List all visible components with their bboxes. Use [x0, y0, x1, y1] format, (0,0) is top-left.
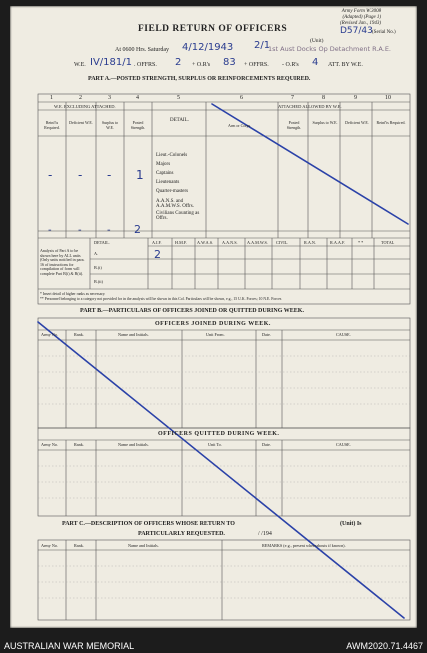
- footnote: * Insert detail of higher ranks as necessary.: [40, 292, 106, 296]
- part-c-col: Name and Initials.: [128, 543, 159, 548]
- col-number: 8: [322, 95, 325, 101]
- date-value: 4/12/1943: [182, 42, 234, 53]
- quitted-col: Army No.: [41, 442, 58, 447]
- we-value: IV/181/1: [90, 57, 132, 68]
- ors-value: 83: [223, 57, 236, 68]
- rank-label: Lieutenants: [156, 180, 180, 185]
- sub-header: Reinf'ts Required.: [376, 120, 406, 125]
- joined-col: Name and Initials.: [118, 332, 149, 337]
- col-number: 3: [108, 95, 111, 101]
- joined-col: Date.: [262, 332, 271, 337]
- sub-header: Deficient W.E.: [69, 120, 93, 125]
- joined-col: CAUSE.: [336, 332, 351, 337]
- detail-col: A.A.M.W.S.: [247, 240, 268, 245]
- part-c-subheading: PARTICULARLY REQUESTED.: [138, 531, 225, 537]
- col-number: 10: [385, 95, 391, 101]
- part-c-date: / /194: [258, 531, 272, 537]
- col-number: 6: [240, 95, 243, 101]
- form-page: [10, 6, 417, 628]
- offrs-label: . OFFRS.: [134, 62, 157, 68]
- sub-header: Posted Strength.: [130, 120, 146, 130]
- attached-header: ATTACHED ALLOWED BY W.E.: [278, 104, 342, 109]
- form-ref-line: (Adapted) (Page 1): [342, 15, 382, 20]
- quitted-col: Unit To.: [208, 442, 222, 447]
- part-a-heading: PART A.—POSTED STRENGTH, SURPLUS OR REINFORCEMENTS REQUIRED.: [88, 76, 311, 82]
- hw-detail-aif: 2: [154, 248, 161, 261]
- joined-col: Unit From.: [206, 332, 225, 337]
- offrs-value: 2: [175, 57, 182, 68]
- hw-posted-strength: 1: [136, 168, 144, 182]
- form-ref-line: (Revised Jan., 1943): [340, 21, 382, 26]
- date-prefix: At 0600 Hrs. Saturday: [115, 47, 169, 53]
- detail-col: CIVIL.: [276, 240, 289, 245]
- sub-header: Reinf'ts Required.: [44, 120, 60, 130]
- detail-col: A.W.A.S.: [197, 240, 214, 245]
- rank-label: Civilians Counting as Offrs.: [156, 211, 200, 221]
- detail-row-label: B.(i): [94, 265, 102, 270]
- unit-label: (Unit): [310, 38, 324, 44]
- serial-number: D57/43: [340, 26, 373, 36]
- detail-header: DETAIL.: [170, 118, 189, 123]
- rank-label: A.A.N.S. and A.A.M.W.S. Offrs.: [156, 199, 194, 209]
- sub-header: Surplus to W.E.: [101, 120, 119, 130]
- sub-header: Posted Strength.: [286, 120, 302, 130]
- rank-label: Captains: [156, 171, 174, 176]
- ors2-label: - O.R's: [282, 62, 299, 68]
- part-c-col: REMARKS (e.g., present whereabouts if known).: [262, 543, 346, 548]
- we-excl-header: W.E. EXCLUDING ATTACHED.: [54, 104, 116, 109]
- quitted-col: CAUSE.: [336, 442, 351, 447]
- analysis-text: Analysis of Part A to be shown here by ALL units (Only units notified in para. 16 of instructions for compilation of form will complete Part B(i) & B(ii).: [40, 248, 85, 276]
- col-number: 2: [79, 95, 82, 101]
- hw-total-surplus: -: [107, 225, 111, 236]
- att-label: ATT. BY W.E.: [328, 62, 363, 68]
- rank-label: Majors: [156, 162, 171, 167]
- archive-name: AUSTRALIAN WAR MEMORIAL: [4, 641, 135, 651]
- form-ref-line: Army Form W.3008: [341, 9, 382, 14]
- quitted-col: Name and Initials.: [118, 442, 149, 447]
- archive-footer: [0, 638, 427, 653]
- sub-header: Deficient W.E.: [345, 120, 369, 125]
- detail-col: H.M.F.: [175, 240, 187, 245]
- part-b-heading: PART B.—PARTICULARS OF OFFICERS JOINED OR QUITTED DURING WEEK.: [80, 308, 304, 314]
- detail-col: * *: [358, 240, 364, 245]
- we-label: W.E.: [74, 62, 86, 68]
- col-number: 1: [50, 95, 53, 101]
- joined-col: Rank.: [74, 332, 84, 337]
- unit-stamp: 1st Aust Docks Op Detachment R.A.E.: [268, 45, 392, 53]
- detail-col: A.I.F.: [152, 240, 162, 245]
- part-c-heading-suffix: (Unit) Is: [340, 521, 362, 527]
- joined-header: OFFICERS JOINED DURING WEEK.: [155, 321, 271, 327]
- detail-col: R.A.A.F.: [330, 240, 346, 245]
- part-c-heading: PART C.—DESCRIPTION OF OFFICERS WHOSE RETURN TO: [62, 521, 235, 527]
- archive-reference: AWM2020.71.4467: [346, 641, 423, 651]
- part-c-col: Rank.: [74, 543, 84, 548]
- col-number: 9: [354, 95, 357, 101]
- detail-col: R.A.N.: [304, 240, 316, 245]
- sub-header: Arm or Corps.: [228, 123, 252, 128]
- detail-row-label: B.(ii): [94, 279, 103, 284]
- col-number: 5: [177, 95, 180, 101]
- hw-total-reinf: -: [48, 225, 52, 236]
- hw-deficient: -: [78, 168, 83, 182]
- offrs2-label: + OFFRS.: [244, 62, 269, 68]
- footnote: ** Personnel belonging to a category not provided for in the analysis will be shown in this Col. Particulars will be shown, e.g., 15 U.K. Forces; 10 N.E. Forces: [40, 297, 282, 301]
- col-number: 4: [136, 95, 139, 101]
- unit-handwritten: 2/1: [254, 40, 271, 51]
- detail-row-label: A.: [94, 251, 99, 256]
- hw-surplus: -: [107, 168, 112, 182]
- hw-total-deficient: -: [78, 225, 82, 236]
- col-number: 7: [291, 95, 294, 101]
- joined-col: Army No.: [41, 332, 58, 337]
- detail-col: TOTAL: [381, 240, 395, 245]
- quitted-col: Rank.: [74, 442, 84, 447]
- rank-label: Lieut.-Colonels: [156, 153, 188, 158]
- ors-label: + O.R's: [192, 62, 211, 68]
- form-reference: [340, 9, 381, 27]
- detail-col: DETAIL.: [94, 240, 110, 245]
- rank-label: Quarter-masters: [156, 189, 189, 194]
- quitted-header: OFFICERS QUITTED DURING WEEK.: [158, 431, 280, 437]
- ors2-value: 4: [312, 57, 319, 68]
- sub-header: Surplus to W.E.: [312, 120, 338, 125]
- form-title: FIELD RETURN OF OFFICERS: [138, 24, 288, 34]
- serial-label: (Serial No.): [372, 30, 396, 35]
- quitted-col: Date.: [262, 442, 271, 447]
- detail-col: A.A.N.S.: [222, 240, 238, 245]
- part-c-col: Army No.: [41, 543, 58, 548]
- hw-total-posted: 2: [134, 223, 141, 236]
- hw-reinf-required: -: [48, 168, 53, 182]
